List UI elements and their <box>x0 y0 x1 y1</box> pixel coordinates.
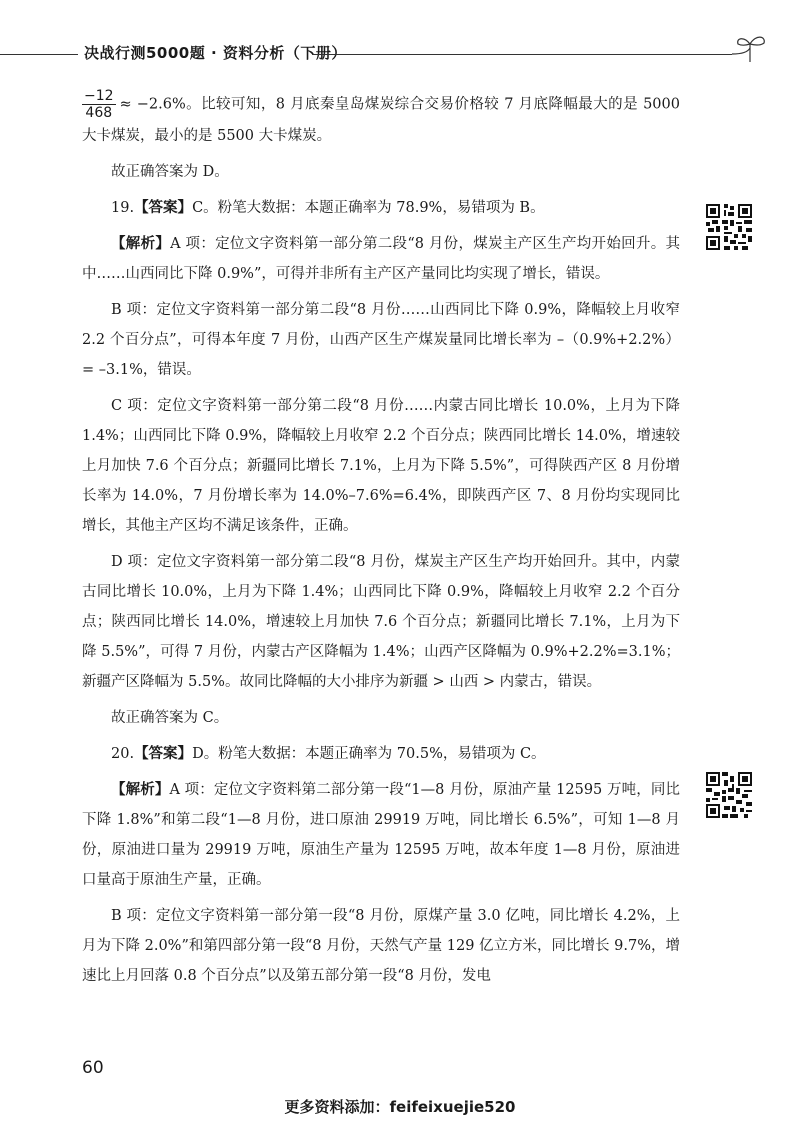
footer-note: 更多资料添加：feifeixuejie520 <box>284 1098 516 1116</box>
qr-code-icon[interactable] <box>706 204 752 250</box>
answer-tag: 【答案】 <box>134 199 193 216</box>
header-rule-right <box>312 54 732 55</box>
question-number: 20. <box>111 746 135 762</box>
paragraph-fraction <box>82 88 680 151</box>
answer-text: D。粉笔大数据：本题正确率为 70.5%，易错项为 C。 <box>192 746 546 762</box>
question-19-analysis <box>82 229 680 289</box>
option-b-analysis: B 项：定位文字资料第一部分第二段“8 月份……山西同比下降 0.9%，降幅较上月收窄 2.2 个百分点”，可得本年度 7 月份，山西产区生产煤炭量同比增长率为 –（0.9%+2.2%）= –3.1%，错误。 <box>82 302 680 378</box>
answer-text: C。粉笔大数据：本题正确率为 78.9%，易错项为 B。 <box>192 200 545 216</box>
answer-conclusion: 故正确答案为 D。 <box>111 164 229 180</box>
question-20-answer <box>82 739 680 769</box>
question-19-answer <box>82 193 680 223</box>
analysis-text: A 项：定位文字资料第一部分第二段“8 月份，煤炭主产区生产均开始回升。其中……山西同比下降 0.9%”，可得并非所有主产区产量同比均实现了增长，错误。 <box>82 236 680 282</box>
option-c-analysis: C 项：定位文字资料第一部分第二段“8 月份……内蒙古同比增长 10.0%，上月为下降 1.4%；山西同比下降 0.9%，降幅较上月收窄 2.2 个百分点；陕西同比增长 14.0%，增速较上月加快 7.6 个百分点；新疆同比增长 7.1%，上月为下降 5.5%”，可得陕西产区 8 月份增长率为 14.0%，7 月份增长率为 14.0%–7.6%=6.4%，即陕西产区 7、8 月份均实现同比增长，其他主产区均不满足该条件，正确。 <box>82 398 680 534</box>
analysis-tag: 【解析】 <box>111 235 171 252</box>
question-number: 19. <box>111 200 135 216</box>
option-d-analysis: D 项：定位文字资料第一部分第二段“8 月份，煤炭主产区生产均开始回升。其中，内蒙古同比增长 10.0%，上月为下降 1.4%；山西同比下降 0.9%，降幅较上月收窄 2.2 个百分点；陕西同比增长 14.0%，增速较上月加快 7.6 个百分点；新疆同比增长 7.1%，上月为下降 5.5%”，可得 7 月份，内蒙古产区降幅为 1.4%；山西产区降幅为 0.9%+2.2%=3.1%；新疆产区降幅为 5.5%。故同比降幅的大小排序为新疆 > 山西 > 内蒙古，错误。 <box>82 554 680 690</box>
running-header <box>0 38 800 68</box>
question-20-analysis <box>82 775 680 895</box>
analysis-tag: 【解析】 <box>111 781 170 798</box>
fraction-denominator: 468 <box>85 105 113 121</box>
fraction <box>82 88 116 121</box>
paragraph-text: ≈ −2.6%。比较可知，8 月底秦皇岛煤炭综合交易价格较 7 月底降幅最大的是 5000 大卡煤炭，最小的是 5500 大卡煤炭。 <box>82 96 680 144</box>
header-rule-left <box>0 54 78 55</box>
book-title: 决战行测5000题 · 资料分析（下册） <box>84 44 347 62</box>
fraction-numerator: −12 <box>84 88 114 104</box>
analysis-text: A 项：定位文字资料第二部分第一段“1—8 月份，原油产量 12595 万吨，同比下降 1.8%”和第二段“1—8 月份，进口原油 29919 万吨，同比增长 6.5%”，可知 1—8 月份，原油进口量为 29919 万吨，原油生产量为 12595 万吨，故本年度 1—8 月份，原油进口量高于原油生产量，正确。 <box>82 782 680 888</box>
qr-code-icon[interactable] <box>706 772 752 818</box>
option-b-analysis: B 项：定位文字资料第一部分第一段“8 月份，原煤产量 3.0 亿吨，同比增长 4.2%，上月为下降 2.0%”和第四部分第一段“8 月份，天然气产量 129 亿立方米，同比增长 9.7%，增速比上月回落 0.8 个百分点”以及第五部分第一段“8 月份，发电 <box>82 908 680 984</box>
sprout-icon <box>730 32 770 66</box>
page-number: 60 <box>82 1058 104 1078</box>
page-body <box>82 88 680 997</box>
answer-tag: 【答案】 <box>134 745 193 762</box>
answer-conclusion: 故正确答案为 C。 <box>111 710 229 726</box>
